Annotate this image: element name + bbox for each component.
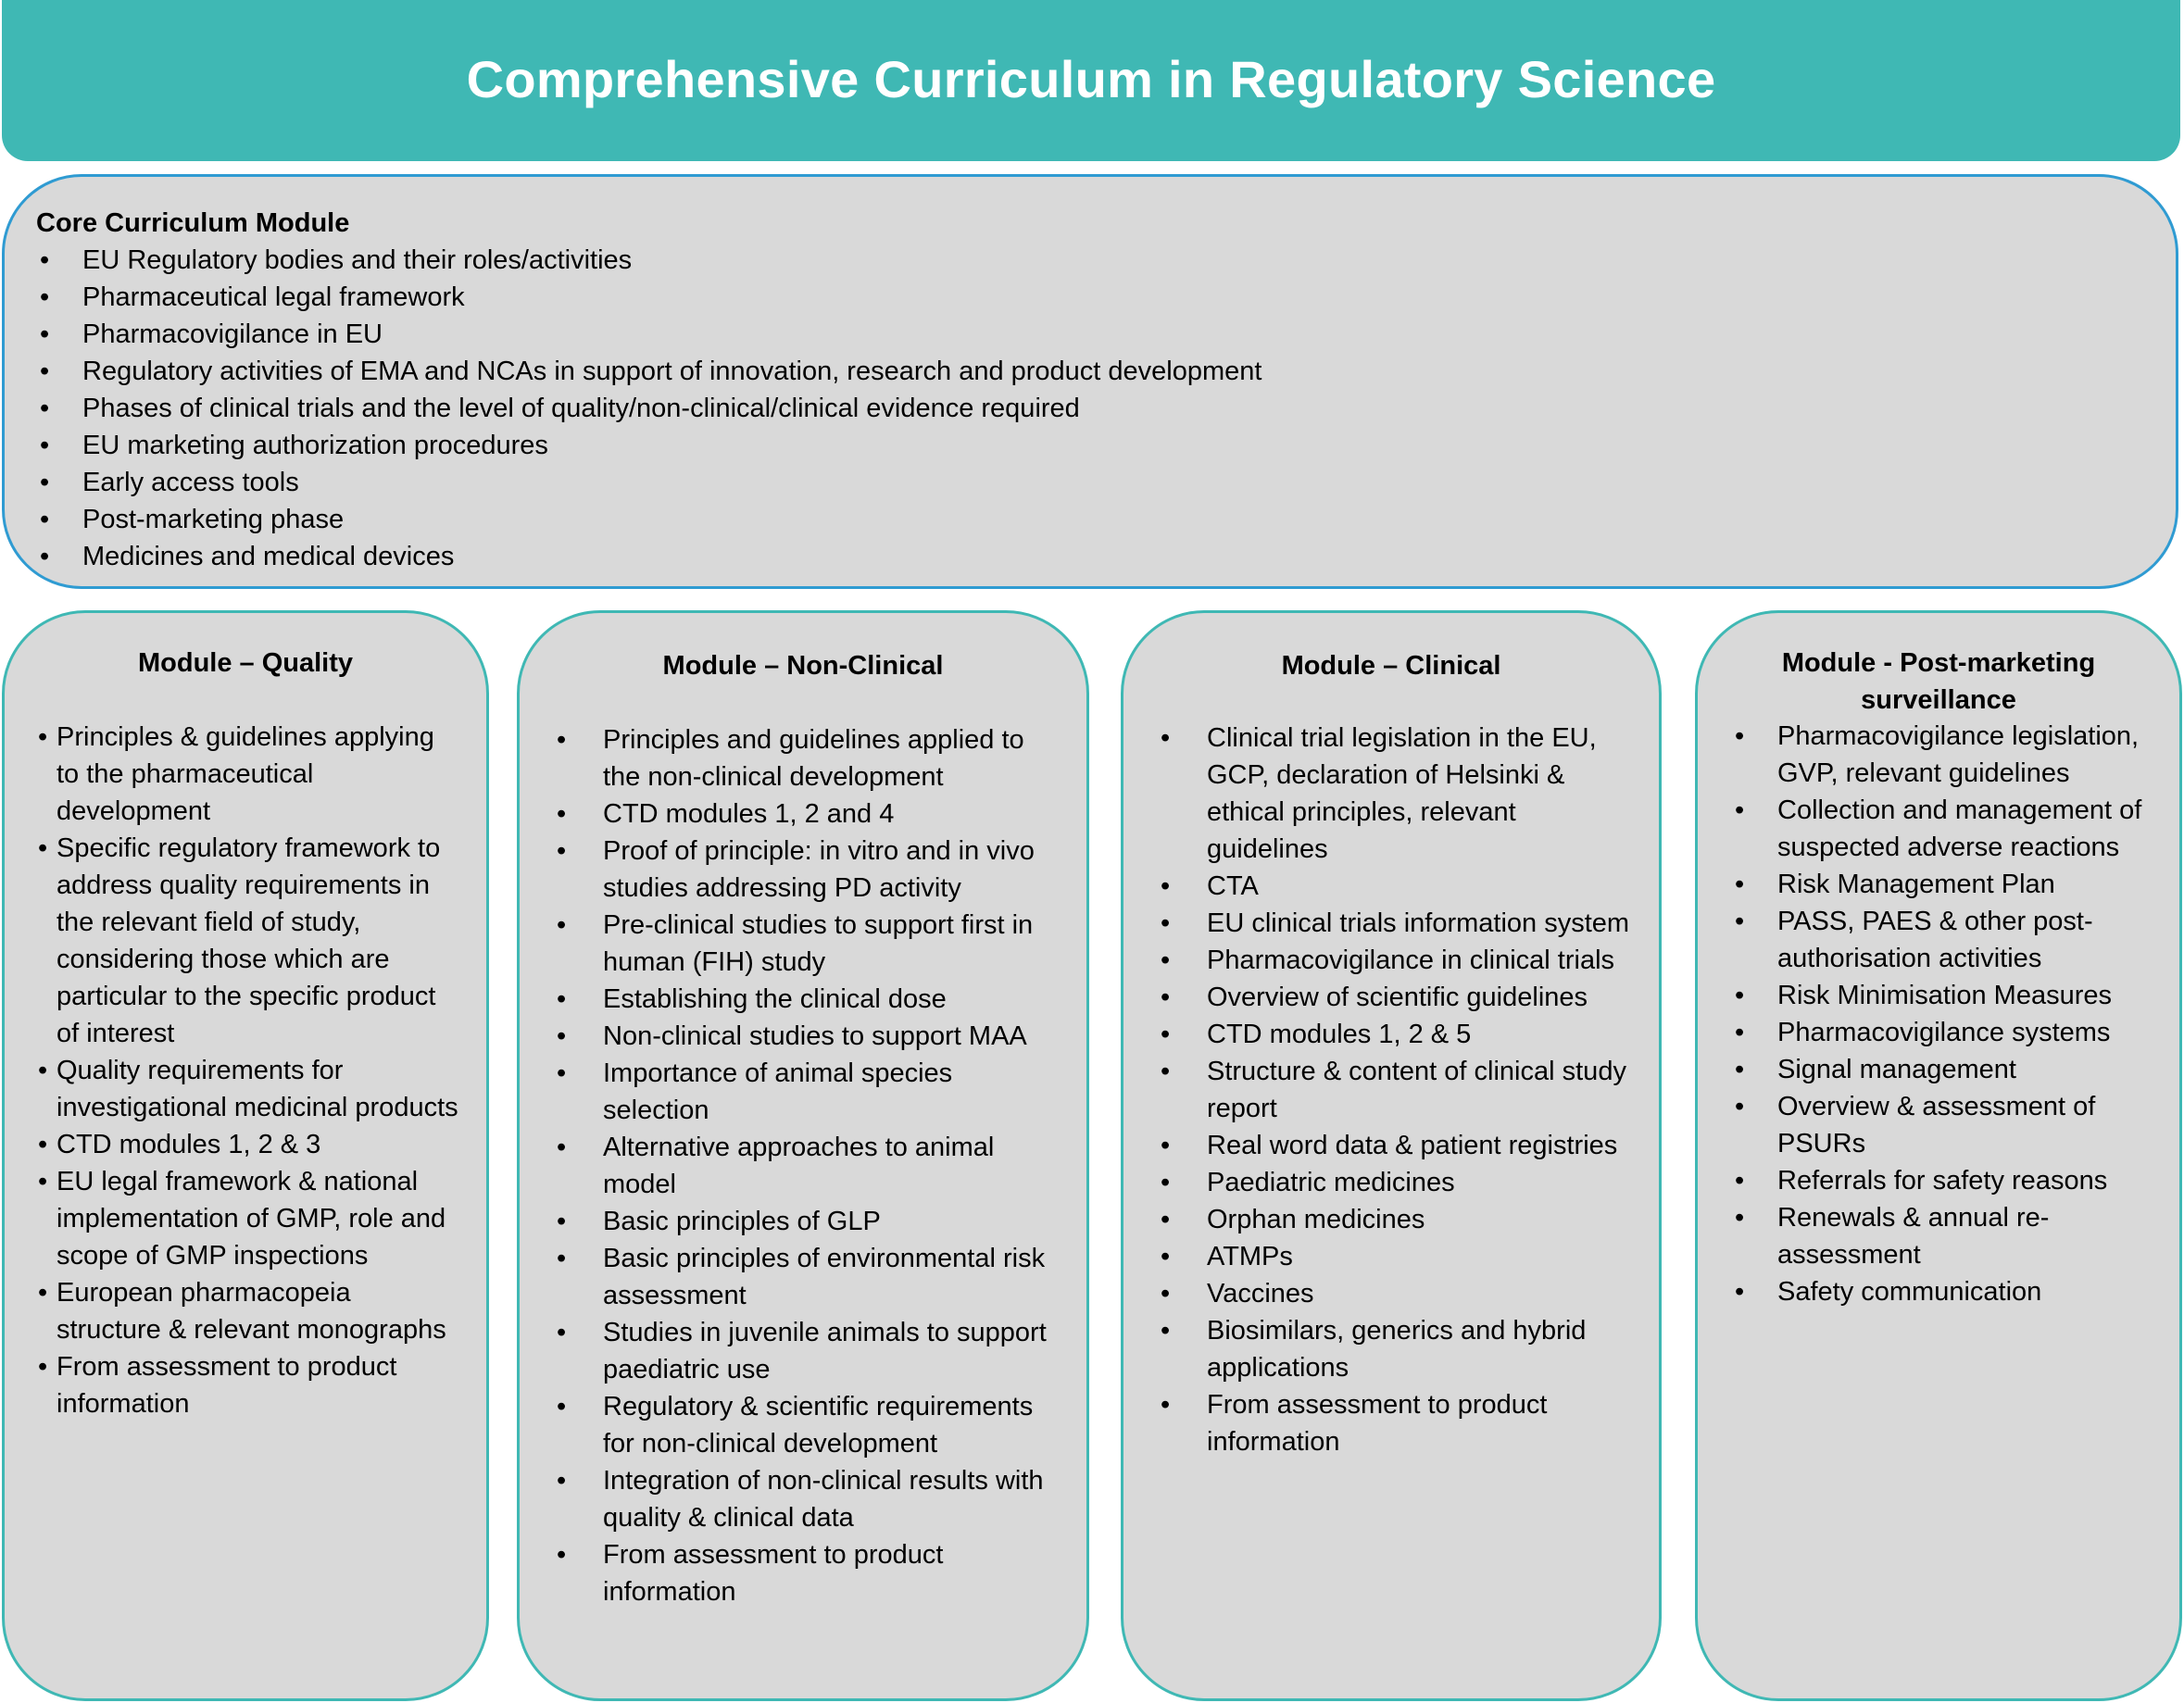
list-item [38, 1274, 460, 1348]
list-item [1161, 1386, 1638, 1460]
list-item-text: Studies in juvenile animals to support paediatric use [603, 1318, 1047, 1384]
list-item [36, 501, 2176, 538]
list-item-text: Post-marketing phase [82, 505, 345, 534]
list-item [1735, 1162, 2166, 1199]
list-item [1161, 1053, 1638, 1127]
bullet-icon: • [40, 282, 50, 312]
list-item [38, 1348, 460, 1422]
list-item [1735, 1273, 2166, 1310]
list-item [38, 719, 460, 830]
list-item-text: CTA [1207, 871, 1259, 901]
list-item [1161, 905, 1638, 942]
list-item [36, 538, 2176, 575]
list-item [557, 1314, 1064, 1388]
list-item-text: Renewals & annual re-assessment [1777, 1203, 2050, 1270]
list-item [557, 1018, 1064, 1055]
bullet-icon: • [1735, 1018, 1745, 1047]
list-item-text: Specific regulatory framework to address quality requirements in the relevant field of study, considering those which are particular to the specific product of interest [56, 833, 441, 1048]
list-item-text: From assessment to product information [1207, 1390, 1548, 1457]
list-item-text: EU clinical trials information system [1207, 908, 1630, 938]
list-item-text: Pharmacovigilance in clinical trials [1207, 945, 1615, 975]
bullet-icon: • [1161, 723, 1171, 753]
list-item [557, 1462, 1064, 1536]
module-non-clinical-box [517, 610, 1089, 1701]
list-item-text: Importance of animal species selection [603, 1058, 953, 1125]
module-post-marketing-heading: Module - Post-marketing surveillance [1781, 648, 2096, 715]
module-non-clinical-heading: Module – Non-Clinical [662, 651, 944, 681]
page-title: Comprehensive Curriculum in Regulatory Science [466, 49, 1716, 108]
list-item [557, 1388, 1064, 1462]
bullet-icon: • [38, 1352, 48, 1382]
bullet-icon: • [557, 725, 567, 755]
list-item-text: Proof of principle: in vitro and in vivo studies addressing PD activity [603, 836, 1035, 903]
list-item-text: Medicines and medical devices [82, 542, 455, 571]
bullet-icon: • [40, 245, 50, 275]
bullet-icon: • [1161, 1168, 1171, 1197]
list-item [36, 353, 2176, 390]
bullet-icon: • [40, 394, 50, 423]
list-item-text: Establishing the clinical dose [603, 984, 947, 1014]
bullet-icon: • [557, 1392, 567, 1421]
bullet-icon: • [1735, 1277, 1745, 1307]
bullet-icon: • [38, 1056, 48, 1085]
list-item-text: Early access tools [82, 468, 299, 497]
list-item-text: EU legal framework & national implementation of GMP, role and scope of GMP inspections [56, 1167, 446, 1271]
list-item [1161, 720, 1638, 868]
list-item-text: Integration of non-clinical results with quality & clinical data [603, 1466, 1044, 1533]
list-item-text: Signal management [1777, 1055, 2016, 1084]
bullet-icon: • [557, 1540, 567, 1570]
list-item-text: Basic principles of environmental risk assessment [603, 1244, 1046, 1310]
bullet-icon: • [1735, 870, 1745, 899]
list-item [1161, 1275, 1638, 1312]
list-item-text: Principles & guidelines applying to the pharmaceutical development [56, 722, 434, 826]
list-item-text: Pharmacovigilance legislation, GVP, relevant guidelines [1777, 721, 2140, 788]
bullet-icon: • [1735, 1166, 1745, 1196]
list-item-text: Non-clinical studies to support MAA [603, 1021, 1027, 1051]
list-item-text: From assessment to product information [603, 1540, 944, 1607]
list-item-text: Clinical trial legislation in the EU, GCP, declaration of Helsinki & ethical principles, relevant guidelines [1207, 723, 1597, 864]
list-item [557, 1129, 1064, 1203]
list-item-text: EU Regulatory bodies and their roles/activities [82, 245, 633, 275]
list-item-text: Biosimilars, generics and hybrid applications [1207, 1316, 1587, 1383]
list-item-text: Collection and management of suspected adverse reactions [1777, 795, 2142, 862]
list-item [1735, 1199, 2166, 1273]
bullet-icon: • [38, 833, 48, 863]
list-item [36, 390, 2176, 427]
list-item-text: Pharmacovigilance systems [1777, 1018, 2111, 1047]
bullet-icon: • [1161, 908, 1171, 938]
list-item-text: CTD modules 1, 2 & 5 [1207, 1020, 1472, 1049]
bullet-icon: • [557, 1021, 567, 1051]
bullet-icon: • [1735, 1203, 1745, 1233]
list-item-text: Pharmacovigilance in EU [82, 319, 383, 349]
module-quality-heading: Module – Quality [137, 648, 354, 678]
list-item [1161, 942, 1638, 979]
bullet-icon: • [557, 1318, 567, 1347]
bullet-icon: • [40, 505, 50, 534]
core-curriculum-heading: Core Curriculum Module [36, 208, 350, 238]
list-item [557, 1203, 1064, 1240]
list-item-text: PASS, PAES & other post-authorisation activities [1777, 907, 2093, 973]
list-item-text: CTD modules 1, 2 & 3 [56, 1130, 321, 1159]
module-clinical-heading: Module – Clinical [1281, 651, 1501, 681]
list-item [1735, 1051, 2166, 1088]
list-item [36, 279, 2176, 316]
list-item [1161, 1238, 1638, 1275]
list-item-text: Safety communication [1777, 1277, 2042, 1307]
module-non-clinical-list [557, 721, 1064, 1610]
list-item [1735, 866, 2166, 903]
list-item [557, 833, 1064, 907]
bullet-icon: • [1161, 1020, 1171, 1049]
list-item [1735, 1088, 2166, 1162]
list-item-text: Real word data & patient registries [1207, 1131, 1618, 1160]
list-item-text: Orphan medicines [1207, 1205, 1425, 1234]
list-item [1161, 979, 1638, 1016]
bullet-icon: • [1161, 1057, 1171, 1086]
list-item [36, 242, 2176, 279]
bullet-icon: • [1161, 1279, 1171, 1309]
list-item-text: European pharmacopeia structure & relevant monographs [56, 1278, 446, 1345]
bullet-icon: • [557, 836, 567, 866]
list-item [557, 1536, 1064, 1610]
list-item [36, 464, 2176, 501]
list-item [1735, 792, 2166, 866]
list-item [557, 721, 1064, 795]
bullet-icon: • [1161, 983, 1171, 1012]
bullet-icon: • [1161, 1205, 1171, 1234]
list-item [1161, 1127, 1638, 1164]
list-item [557, 907, 1064, 981]
list-item [1735, 903, 2166, 977]
list-item-text: Phases of clinical trials and the level of quality/non-clinical/clinical evidence required [82, 394, 1080, 423]
list-item [1161, 1201, 1638, 1238]
list-item-text: Regulatory activities of EMA and NCAs in support of innovation, research and product development [82, 357, 1262, 386]
bullet-icon: • [557, 1058, 567, 1088]
bullet-icon: • [557, 1466, 567, 1496]
list-item [557, 981, 1064, 1018]
list-item [1735, 1014, 2166, 1051]
list-item-text: ATMPs [1207, 1242, 1293, 1271]
bullet-icon: • [557, 1207, 567, 1236]
list-item [38, 1052, 460, 1126]
title-banner [2, 0, 2180, 161]
bullet-icon: • [1161, 871, 1171, 901]
list-item-text: Paediatric medicines [1207, 1168, 1455, 1197]
bullet-icon: • [40, 357, 50, 386]
bullet-icon: • [1735, 1055, 1745, 1084]
list-item [36, 427, 2176, 464]
bullet-icon: • [1735, 907, 1745, 936]
list-item [1161, 868, 1638, 905]
bullet-icon: • [1735, 1092, 1745, 1121]
list-item-text: Principles and guidelines applied to the non-clinical development [603, 725, 1024, 792]
list-item-text: Structure & content of clinical study report [1207, 1057, 1626, 1123]
bullet-icon: • [557, 984, 567, 1014]
list-item [1735, 718, 2166, 792]
list-item [557, 1055, 1064, 1129]
list-item-text: Risk Minimisation Measures [1777, 981, 2112, 1010]
list-item-text: Pre-clinical studies to support first in human (FIH) study [603, 910, 1034, 977]
list-item-text: CTD modules 1, 2 and 4 [603, 799, 895, 829]
bullet-icon: • [557, 910, 567, 940]
list-item [38, 1163, 460, 1274]
module-clinical-list [1161, 720, 1638, 1460]
module-post-marketing-list [1735, 718, 2166, 1310]
bullet-icon: • [557, 799, 567, 829]
list-item-text: Overview of scientific guidelines [1207, 983, 1588, 1012]
list-item-text: Referrals for safety reasons [1777, 1166, 2108, 1196]
list-item [1161, 1312, 1638, 1386]
list-item-text: Basic principles of GLP [603, 1207, 881, 1236]
bullet-icon: • [38, 1130, 48, 1159]
bullet-icon: • [1161, 1316, 1171, 1346]
list-item [36, 316, 2176, 353]
list-item-text: Alternative approaches to animal model [603, 1133, 995, 1199]
bullet-icon: • [40, 319, 50, 349]
bullet-icon: • [38, 1278, 48, 1308]
bullet-icon: • [1735, 981, 1745, 1010]
list-item [38, 830, 460, 1052]
bullet-icon: • [557, 1244, 567, 1273]
list-item-text: From assessment to product information [56, 1352, 397, 1419]
list-item-text: Regulatory & scientific requirements for non-clinical development [603, 1392, 1034, 1459]
list-item [557, 1240, 1064, 1314]
bullet-icon: • [1161, 1242, 1171, 1271]
list-item-text: Pharmaceutical legal framework [82, 282, 465, 312]
list-item-text: Overview & assessment of PSURs [1777, 1092, 2096, 1158]
bullet-icon: • [40, 431, 50, 460]
list-item [38, 1126, 460, 1163]
bullet-icon: • [40, 542, 50, 571]
bullet-icon: • [1735, 795, 1745, 825]
list-item [1161, 1164, 1638, 1201]
list-item [557, 795, 1064, 833]
module-clinical-box [1121, 610, 1662, 1701]
bullet-icon: • [557, 1133, 567, 1162]
bullet-icon: • [38, 1167, 48, 1196]
module-quality-list [38, 719, 460, 1422]
bullet-icon: • [40, 468, 50, 497]
list-item-text: Vaccines [1207, 1279, 1314, 1309]
bullet-icon: • [1161, 1131, 1171, 1160]
module-quality-box [2, 610, 489, 1701]
core-curriculum-box [2, 174, 2178, 589]
core-curriculum-list [36, 242, 2176, 575]
bullet-icon: • [1161, 1390, 1171, 1420]
bullet-icon: • [38, 722, 48, 752]
list-item [1161, 1016, 1638, 1053]
module-post-marketing-box [1695, 610, 2182, 1701]
list-item [1735, 977, 2166, 1014]
list-item-text: Risk Management Plan [1777, 870, 2055, 899]
list-item-text: EU marketing authorization procedures [82, 431, 548, 460]
bullet-icon: • [1735, 721, 1745, 751]
list-item-text: Quality requirements for investigational medicinal products [56, 1056, 458, 1122]
bullet-icon: • [1161, 945, 1171, 975]
